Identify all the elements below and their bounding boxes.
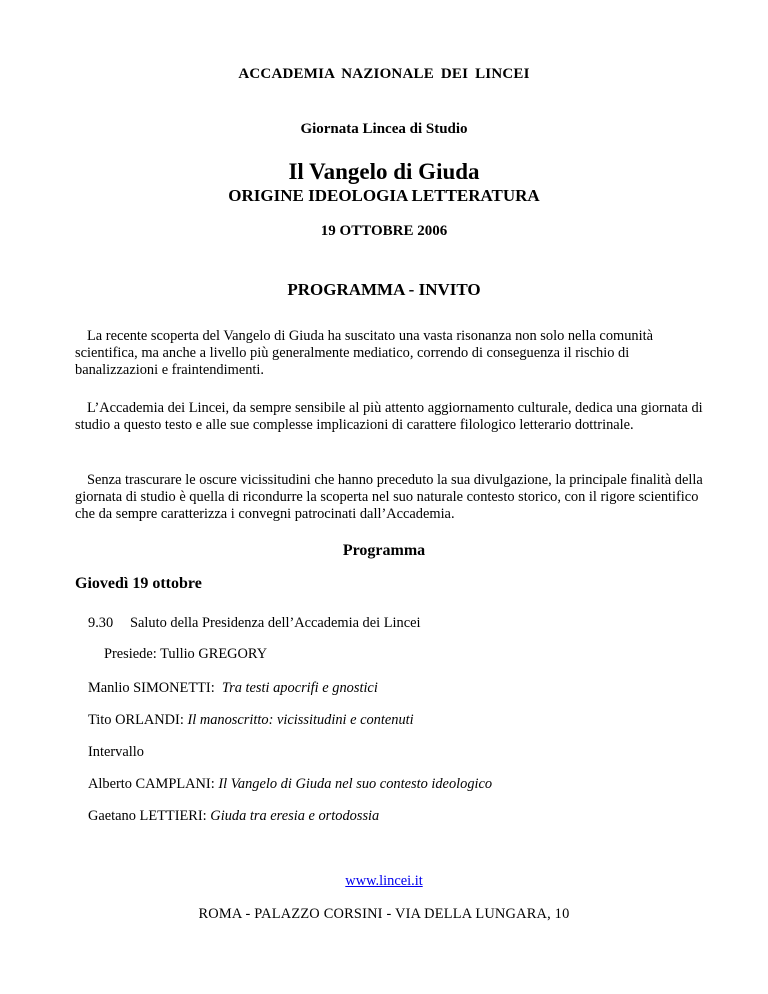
talk-item [88, 712, 414, 729]
talk-item [88, 776, 492, 793]
talk-title: Il Vangelo di Giuda nel suo contesto ideologico [218, 776, 493, 792]
document-title: Il Vangelo di Giuda [288, 159, 480, 184]
talk-speaker: Manlio SIMONETTI: [88, 680, 215, 696]
talk-title: Giuda tra eresia e ortodossia [210, 808, 380, 824]
opening-text: Saluto della Presidenza dell’Accademia dei Lincei [130, 615, 421, 631]
venue-address: ROMA - PALAZZO CORSINI - VIA DELLA LUNGARA, 10 [198, 906, 570, 922]
website-line [0, 873, 768, 890]
talk-item [88, 680, 378, 697]
chair-line: Presiede: Tullio GREGORY [104, 646, 268, 662]
talk-title: Tra testi apocrifi e gnostici [221, 680, 378, 696]
intro-paragraph-3: Senza trascurare le oscure vicissitudini che hanno preceduto la sua divulgazione, la principale finalità della giornata di studio è quella di ricondurre la scoperta nel suo naturale contesto storico, con il rigore scientifico che da sempre caratterizza i convegni patrocinati dall’Accademia. [75, 472, 703, 522]
talk-item [88, 808, 379, 825]
document-subtitle: ORIGINE IDEOLOGIA LETTERATURA [228, 186, 540, 205]
study-day-label: Giornata Lincea di Studio [300, 121, 468, 137]
talk-title: Il manoscritto: vicissitudini e contenuti [187, 712, 414, 728]
interval-line: Intervallo [88, 744, 144, 760]
day-heading: Giovedì 19 ottobre [75, 575, 202, 592]
opening-time: 9.30 [88, 615, 114, 631]
intro-paragraph-1: La recente scoperta del Vangelo di Giuda ha suscitato una vasta risonanza non solo nella comunità scientifica, ma anche a livello più generalmente mediatico, correndo di conseguenza il rischio di banalizzazioni e fraintendimenti. [75, 328, 653, 378]
programma-invito-heading: PROGRAMMA - INVITO [287, 280, 481, 299]
programma-heading: Programma [342, 542, 426, 559]
academy-name: ACCADEMIA NAZIONALE DEI LINCEI [238, 66, 530, 82]
event-date: 19 OTTOBRE 2006 [320, 223, 448, 239]
intro-paragraph-2: L’Accademia dei Lincei, da sempre sensibile al più attento aggiornamento culturale, dedica una giornata di studio a questo testo e alle sue complesse implicazioni di carattere filologico letterario dottrinale. [75, 400, 703, 433]
talk-speaker: Tito ORLANDI: [88, 712, 184, 728]
talk-speaker: Alberto CAMPLANI: [88, 776, 215, 792]
website-link[interactable]: www.lincei.it [345, 873, 423, 889]
opening-item [88, 615, 421, 632]
talk-speaker: Gaetano LETTIERI: [88, 808, 207, 824]
